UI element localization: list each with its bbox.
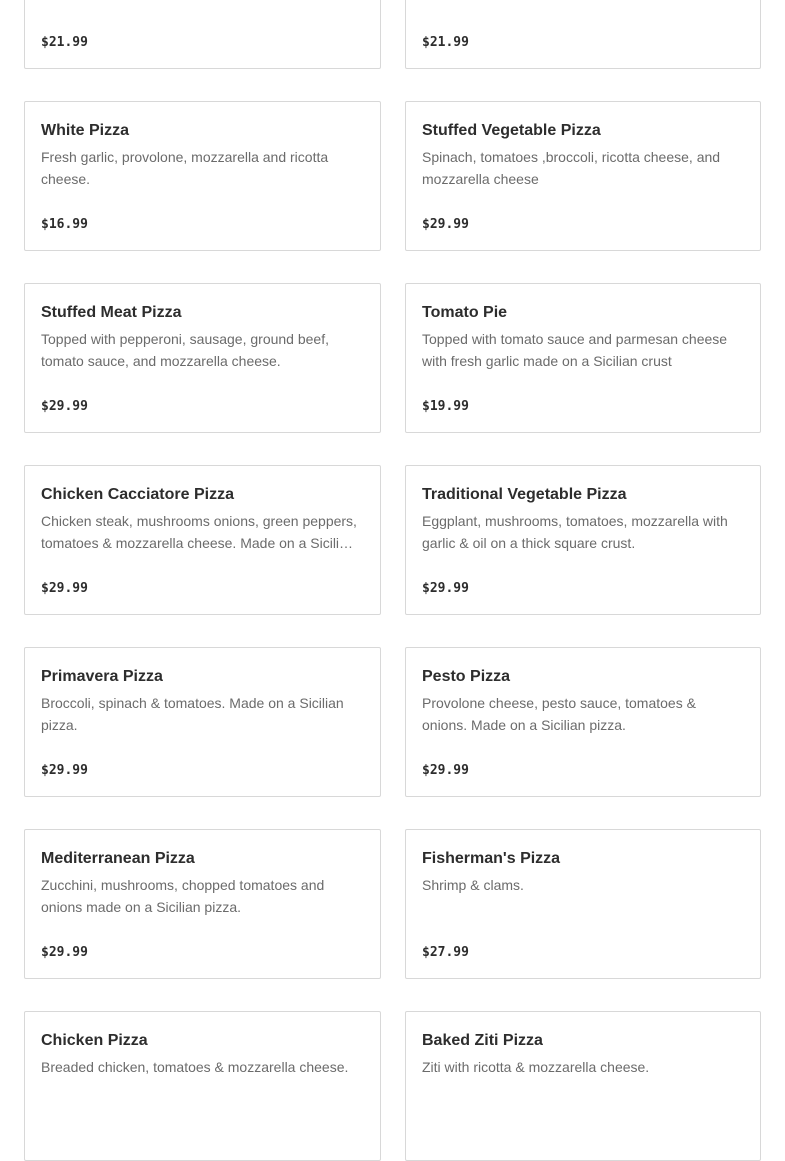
menu-item-name: Pesto Pizza [422, 668, 511, 685]
menu-item-card[interactable] [405, 0, 761, 69]
menu-item-description: Ziti with ricotta & mozzarella cheese. [422, 1059, 650, 1075]
menu-item-description: Broccoli, spinach & tomatoes. Made on a Sicilian pizza. [41, 695, 344, 733]
menu-item-card[interactable] [405, 283, 761, 433]
menu-item-price: $21.99 [41, 35, 88, 50]
menu-item-price: $29.99 [41, 945, 88, 960]
menu-item-name: Traditional Vegetable Pizza [422, 486, 627, 503]
menu-item-price: $29.99 [422, 581, 469, 596]
menu-item-card[interactable] [405, 101, 761, 251]
menu-item-description: Topped with pepperoni, sausage, ground beef, tomato sauce, and mozzarella cheese. [41, 331, 329, 369]
menu-item-price: $19.99 [422, 399, 469, 414]
menu-item-card[interactable] [405, 829, 761, 979]
menu-item-card[interactable] [405, 465, 761, 615]
menu-item-price: $29.99 [41, 399, 88, 414]
menu-item-description: Shrimp & clams. [422, 877, 524, 893]
menu-item-name: Fisherman's Pizza [422, 850, 561, 867]
menu-item-price: $29.99 [41, 763, 88, 778]
menu-item-description: Spinach, tomatoes ,broccoli, ricotta cheese, and mozzarella cheese [422, 149, 721, 187]
menu-item-name: Chicken Cacciatore Pizza [41, 486, 234, 503]
menu-item-card[interactable] [24, 101, 381, 251]
menu-item-price: $29.99 [41, 581, 88, 596]
menu-item-name: Stuffed Vegetable Pizza [422, 122, 601, 139]
menu-item-name: Tomato Pie [422, 304, 508, 321]
menu-item-price: $21.99 [422, 35, 469, 50]
menu-item-card[interactable] [24, 829, 381, 979]
menu-item-name: Primavera Pizza [41, 668, 163, 685]
menu-item-card[interactable] [405, 1011, 761, 1161]
menu-item-card[interactable] [24, 283, 381, 433]
menu-item-description: Breaded chicken, tomatoes & mozzarella cheese. [41, 1059, 349, 1075]
menu-item-card[interactable] [24, 465, 381, 615]
menu-item-grid [24, 0, 761, 1161]
menu-item-card[interactable] [405, 647, 761, 797]
menu-item-description: Fresh garlic, provolone, mozzarella and ricotta cheese. [41, 149, 329, 187]
menu-item-name: Stuffed Meat Pizza [41, 304, 182, 321]
menu-item-name: Mediterranean Pizza [41, 850, 195, 867]
menu-item-card[interactable] [24, 0, 381, 69]
menu-item-description: Zucchini, mushrooms, chopped tomatoes and onions made on a Sicilian pizza. [41, 877, 325, 915]
menu-item-card[interactable] [24, 1011, 381, 1161]
menu-item-description: Chicken steak, mushrooms onions, green peppers, tomatoes & mozzarella cheese. Made on a Sicili… [41, 513, 357, 551]
menu-item-description: Topped with tomato sauce and parmesan cheese with fresh garlic made on a Sicilian crust [422, 331, 728, 369]
menu-item-description: Eggplant, mushrooms, tomatoes, mozzarella with garlic & oil on a thick square crust. [422, 513, 728, 551]
menu-item-price: $27.99 [422, 945, 469, 960]
menu-item-price: $16.99 [41, 217, 88, 232]
menu-item-description: Provolone cheese, pesto sauce, tomatoes & onions. Made on a Sicilian pizza. [422, 695, 696, 733]
menu-item-name: White Pizza [41, 122, 130, 139]
menu-item-price: $29.99 [422, 217, 469, 232]
menu-item-card[interactable] [24, 647, 381, 797]
menu-item-price: $29.99 [422, 763, 469, 778]
menu-item-name: Chicken Pizza [41, 1032, 148, 1049]
menu-item-name: Baked Ziti Pizza [422, 1032, 543, 1049]
